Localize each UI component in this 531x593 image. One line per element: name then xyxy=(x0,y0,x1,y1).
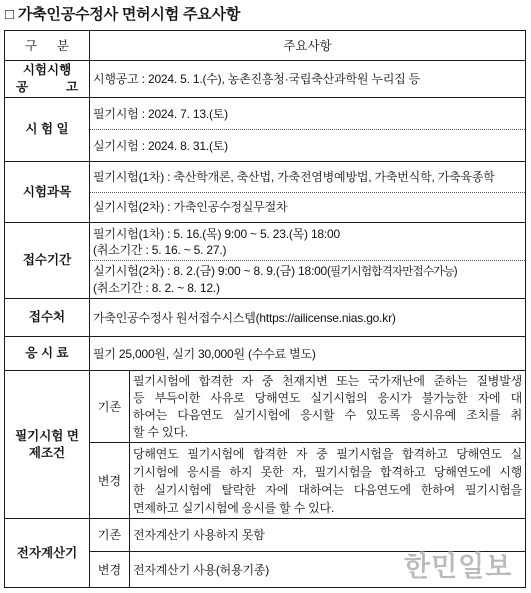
row-label-line: 제조건 xyxy=(28,445,66,460)
exam-date-practical xyxy=(90,129,525,161)
column-header-category-label: 구 분 xyxy=(25,38,69,53)
row-label-subjects-text: 시험과목 xyxy=(22,184,72,199)
written-exemption-changed xyxy=(130,443,526,519)
announcement-text: 시행공고 : 2024. 5. 1.(수), 농촌진흥청·국립축산과학원 누리집 등 xyxy=(93,72,421,86)
row-label-line: 필기시험 면 xyxy=(15,428,79,443)
paragraph-line: 할 수 있다. xyxy=(133,424,188,439)
paragraph-line: 전자계산기 사용하지 못함 xyxy=(133,528,265,542)
row-label-written-exemption-lines xyxy=(15,428,79,462)
tag-changed: 변경 xyxy=(90,443,130,519)
row-label-application-period-text: 접수기간 xyxy=(22,253,72,267)
application-period-practical-line xyxy=(93,263,522,280)
paragraph-line: 하여는 다음연도 실기시험에 응시할 수 있도록 응시유예 조치를 취 xyxy=(133,407,522,422)
row-label-exam-date-text: 시 험 일 xyxy=(25,122,69,136)
subjects-details xyxy=(90,162,526,223)
exam-date-written-text: 필기시험 : 2024. 7. 13.(토) xyxy=(93,106,228,121)
tag-existing: 기존 xyxy=(90,519,130,552)
announcement-entry xyxy=(90,61,525,97)
row-label-announcement-lines xyxy=(16,62,78,96)
row-label-exam-fee-text: 응 시 료 xyxy=(25,346,69,360)
paragraph-line: 면제하고 실기시험에 응시를 할 수 있다. xyxy=(133,500,335,515)
row-label-line: 시험시행 xyxy=(22,63,72,77)
exam-info-table xyxy=(4,30,526,588)
paragraph-line: 기시험에 응시를 하지 못한 자, 필기시험을 합격하고 당해연도에 시행 xyxy=(133,464,522,479)
application-period-written-text: 필기시험(1차) : 5. 16.(목) 9:00 ~ 5. 23.(목) 18:00 xyxy=(93,226,340,241)
column-header-category xyxy=(5,31,90,61)
row-label-written-exemption xyxy=(5,371,90,519)
application-period-details xyxy=(90,223,526,299)
watermark-logo: 한민일보 xyxy=(404,552,513,582)
exam-fee-text: 필기 25,000원, 실기 30,000원 (수수료 별도) xyxy=(93,346,316,361)
application-site-text: 가축인공수정사 원서접수시스템(https://ailicense.nias.go.kr) xyxy=(93,310,396,325)
row-label-calculator xyxy=(5,519,90,588)
paragraph-line: 한 실기시험에 탈락한 자에 대하여는 다음연도에 한하여 필기시험을 xyxy=(133,482,522,497)
column-header-details xyxy=(90,31,526,61)
row-label-subjects xyxy=(5,162,90,223)
tag-existing: 기존 xyxy=(90,371,130,443)
application-period-practical-text: 실기시험(2차) : 8. 2.(금) 9:00 ~ 8. 9.(금) 18:00 xyxy=(93,264,328,278)
subjects-practical-text: 실기시험(2차) : 가축인공수정실무절차 xyxy=(93,200,288,215)
announcement-details xyxy=(90,61,526,98)
row-label-exam-fee xyxy=(5,337,90,371)
subjects-written-text: 필기시험(1차) : 축산학개론, 축산법, 가축전염병예방법, 가축번식학, 가축육종학 xyxy=(93,169,495,184)
subjects-practical xyxy=(90,192,525,223)
written-exemption-existing xyxy=(130,371,526,443)
paragraph-line: 전자계산기 사용(허용기종) xyxy=(133,562,270,577)
page-title: □ 가축인공수정사 면허시험 주요사항 xyxy=(5,6,241,23)
row-label-calculator-text: 전자계산기 xyxy=(16,545,78,560)
column-header-details-label: 주요사항 xyxy=(283,38,332,53)
cancellation-period-practical: (취소기간 : 8. 2. ~ 8. 12.) xyxy=(93,281,220,295)
row-label-exam-date xyxy=(5,98,90,162)
exam-date-written xyxy=(90,98,525,129)
application-period-practical xyxy=(90,260,525,298)
application-site-entry xyxy=(90,299,525,336)
exam-fee-details xyxy=(90,337,526,371)
application-period-written xyxy=(90,223,525,260)
application-site-details xyxy=(90,299,526,337)
paragraph-line: 당해연도 필기시험에 합격한 자 중 필기시험을 합격하고 당해연도 실 xyxy=(133,446,522,461)
exam-date-practical-text: 실기시험 : 2024. 8. 31.(토) xyxy=(93,138,228,153)
exam-fee-entry xyxy=(90,337,525,370)
paragraph-line: 필기시험에 합격한 자 중 천재지변 또는 국가재난에 준하는 질병발생 xyxy=(133,373,522,388)
subjects-written xyxy=(90,162,525,192)
row-label-application-period xyxy=(5,223,90,299)
exam-date-details xyxy=(90,98,526,162)
row-label-application-site-text: 접수처 xyxy=(28,310,66,324)
tag-changed: 변경 xyxy=(90,552,130,588)
practical-eligibility-note: (필기시험합격자만접수가능) xyxy=(327,266,457,278)
row-label-announcement xyxy=(5,61,90,98)
paragraph-line: 등 부득이한 사유로 당해연도 실기시험의 응시가 불가능한 자에 대 xyxy=(133,390,522,405)
cancellation-period-written: (취소기간 : 5. 16. ~ 5. 27.) xyxy=(93,242,227,257)
row-label-line: 공 고 xyxy=(16,80,78,94)
calculator-existing xyxy=(130,519,526,552)
row-label-application-site xyxy=(5,299,90,337)
